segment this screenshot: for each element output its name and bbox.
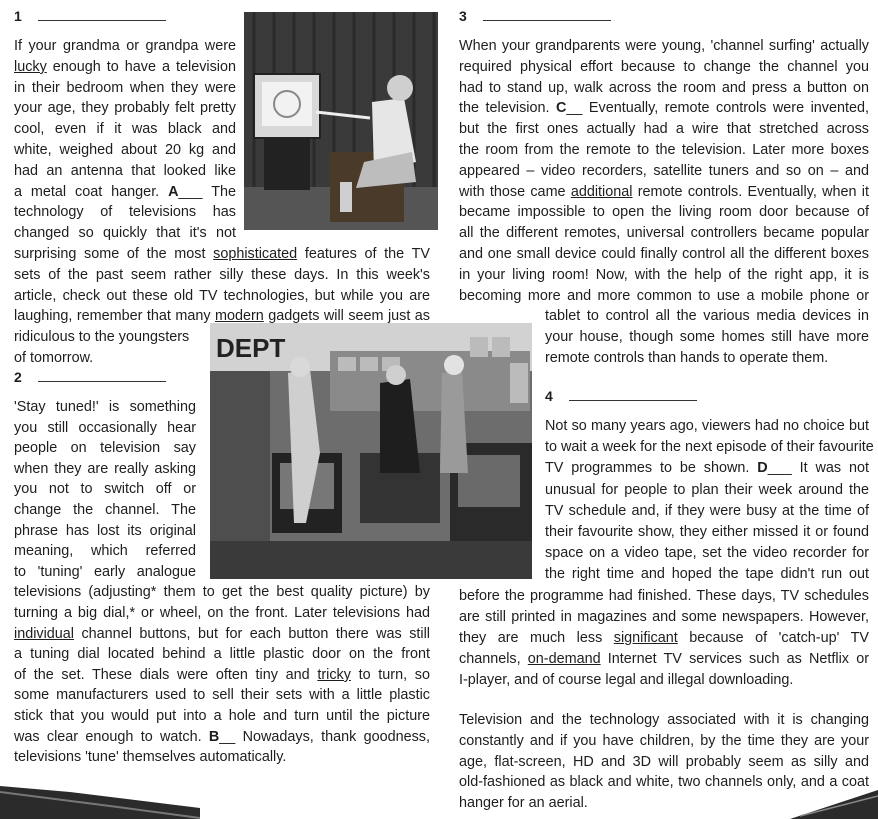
section4-line: space on a video tape, set the video recorder for <box>545 545 869 562</box>
section3-line: with those came additional remote controls. Eventually, when it <box>459 183 869 200</box>
section4-line: TV programmes to be shown. D___ It was not <box>545 460 869 477</box>
section3-line: had to stand up, walk across the room and press a button on <box>459 79 869 96</box>
section2-line: change the channel. The <box>14 502 196 518</box>
section3-line: becoming more and more common to use a mobile phone or <box>459 287 869 304</box>
section1-line: cool, even if it was black and <box>14 121 236 138</box>
section4-line: I-player, and of course legal and illegal downloading. <box>459 672 794 689</box>
section2-line: televisions (adjusting* them to get the best quality picture) by <box>14 584 430 601</box>
section2-line: televisions 'tune' themselves automatically. <box>14 749 287 766</box>
photo-woman-with-remote <box>244 12 438 230</box>
section2-line: some manufacturers used to sell their sets with a little plastic <box>14 687 430 704</box>
section3-line: became impossible to open the living room door because of <box>459 204 869 221</box>
section2-line: individual channel buttons, but for each button there was still <box>14 625 430 642</box>
section2-line: when they are really asking <box>14 460 196 477</box>
heading-answer-blank-2[interactable] <box>38 369 166 382</box>
section4-line: unusual for people to plan their week around the <box>545 481 869 498</box>
photo-tv-corner-left <box>0 778 200 819</box>
section4-line: their favourite show, they either missed it or found <box>545 524 869 540</box>
section1-line: technology of televisions has <box>14 204 236 221</box>
section-2-heading <box>14 367 166 387</box>
section2-line: to 'tuning' early analogue <box>14 563 196 580</box>
section3-line: and one small device could finally control all the different boxes <box>459 246 869 262</box>
conclusion-line: age, flat-screen, HD and 3D will probably seem as silly and <box>459 753 869 770</box>
section1-line: white, weighed about 20 kg and <box>14 142 236 158</box>
section2-line: 'Stay tuned!' is something <box>14 399 196 415</box>
section-1-heading <box>14 6 166 26</box>
section1-line: changed so quickly that it's not <box>14 225 236 242</box>
section2-line: people on television say <box>14 440 196 457</box>
section2-line: you still occasionally hear <box>14 419 196 436</box>
conclusion-line: constantly and if you have children, by the time they are your <box>459 732 869 749</box>
section4-line: are still printed in magazines and some newspapers. However, <box>459 608 869 625</box>
photo-tv-store <box>210 323 532 579</box>
conclusion-line: Television and the technology associated with it is changing <box>459 712 869 728</box>
section4-line: the right time and hoped the tape didn't run out <box>545 566 869 583</box>
section3-line: in your living room! Now, with the help of the right app, it is <box>459 266 869 283</box>
section2-line: a tuning dial located behind a little plastic door on the front <box>14 646 430 663</box>
heading-answer-blank-3[interactable] <box>483 8 611 21</box>
section1-line: a metal coat hanger. A___ The <box>14 183 237 200</box>
section-4-number: 4 <box>545 388 553 404</box>
conclusion-line: old-fashioned as black and white, two channels only, and a coat <box>459 774 869 791</box>
section1-line: surprising some of the most sophisticated features of the TV <box>14 246 430 262</box>
section1-line: sets of the past seem rather silly these days. In this week's <box>14 266 430 283</box>
section4-line: Not so many years ago, viewers had no choice but <box>545 418 869 434</box>
section3-line: remote controls than hands to operate them. <box>545 350 829 366</box>
section4-line: to wait a week for the next episode of their favourite <box>545 439 874 456</box>
section-3-number: 3 <box>459 8 467 24</box>
section2-line: meaning, which referred <box>14 543 196 560</box>
section1-line: If your grandma or grandpa were <box>14 38 236 54</box>
section-2-number: 2 <box>14 369 22 385</box>
section3-line: appeared – video recorders, satellite tuners and so on – and <box>459 162 869 179</box>
section1-line: article, check out these old TV technologies, but while you are <box>14 287 430 304</box>
section3-line: all the different remotes, universal controllers became popular <box>459 225 869 242</box>
section1-line: lucky enough to have a television <box>14 58 236 75</box>
section4-line: before the programme had finished. These days, TV schedules <box>459 587 869 604</box>
section1-line: of tomorrow. <box>14 350 94 366</box>
section4-line: channels, on-demand Internet TV services such as Netflix or <box>459 651 869 668</box>
section-3-heading <box>459 6 611 26</box>
section4-line: they are much less significant because of 'catch-up' TV <box>459 630 869 646</box>
shop-sign-text: DEPT <box>216 333 286 363</box>
section3-line: the television. C__ Eventually, remote controls were invented, <box>459 100 869 117</box>
section-4-heading <box>545 386 697 406</box>
section-1-number: 1 <box>14 8 22 24</box>
section4-line: TV schedule and, if they were busy at the time of <box>545 502 869 519</box>
section1-line: had an antenna that looked like <box>14 162 236 179</box>
section3-line: but the first ones actually had a wire that stretched across <box>459 121 869 138</box>
section2-line: turning a big dial,* or wheel, on the front. Later televisions had <box>14 605 430 621</box>
section1-line: ridiculous to the youngsters <box>14 329 190 346</box>
section3-line: When your grandparents were young, 'channel surfing' actually <box>459 38 869 54</box>
section2-line: of the set. These dials were often tiny and tricky to turn, so <box>14 666 430 683</box>
section2-line: stick that you would put into a hole and turn until the picture <box>14 708 430 724</box>
heading-answer-blank-4[interactable] <box>569 388 697 401</box>
section2-line: phrase has lost its original <box>14 522 196 539</box>
section1-line: in their bedroom when they were <box>14 79 236 96</box>
section3-line: the room from the remote to the television. Later more boxes <box>459 142 869 158</box>
section3-line: tablet to control all the various media devices in <box>545 308 869 325</box>
section3-line: required physical effort because to change the channel you <box>459 58 869 75</box>
section2-line: you not to switch off or <box>14 481 196 498</box>
section1-line: your age, they probably felt pretty <box>14 100 236 117</box>
section2-line: was clear enough to watch. B__ Nowadays, thank goodness, <box>14 728 430 745</box>
section3-line: your house, though some homes still have more <box>545 329 869 346</box>
section1-line: laughing, remember that many modern gadgets will seem just as <box>14 308 431 325</box>
conclusion-line: hanger for an aerial. <box>459 795 588 812</box>
heading-answer-blank-1[interactable] <box>38 8 166 21</box>
